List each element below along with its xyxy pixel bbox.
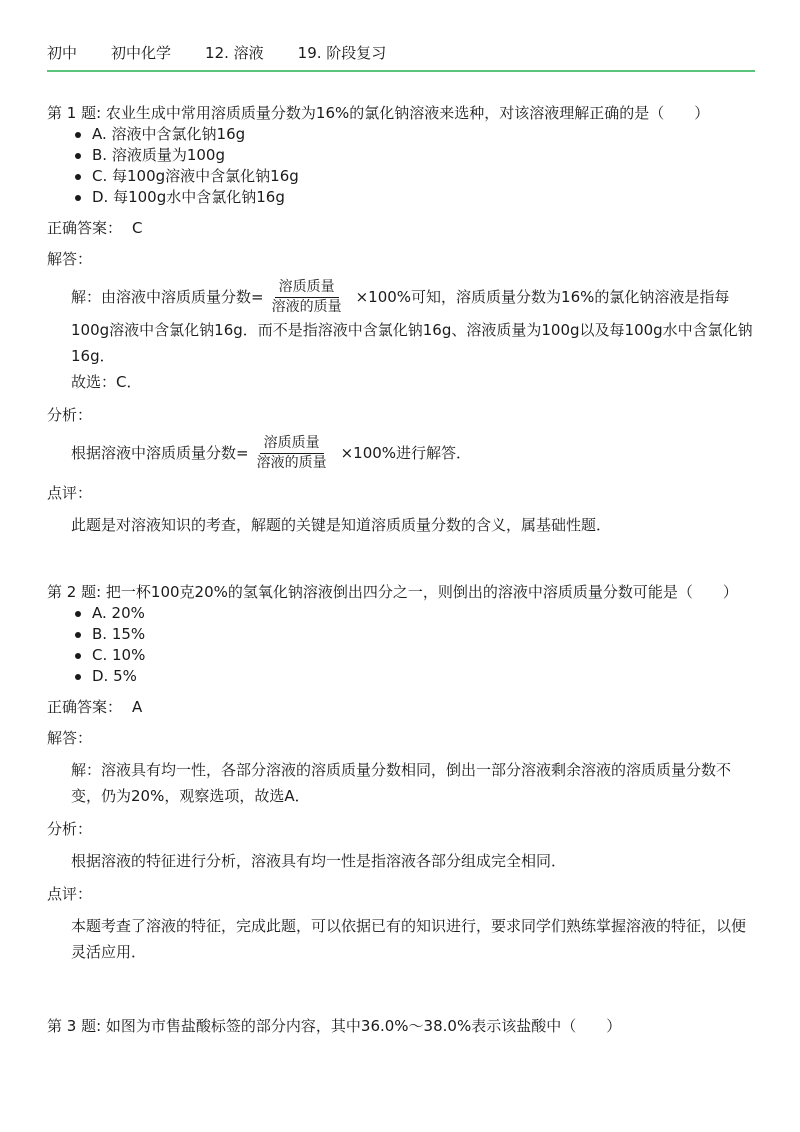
analysis-text: 根据溶液的特征进行分析，溶液具有均一性是指溶液各部分组成完全相同． <box>71 852 567 870</box>
comment-text: 本题考查了溶液的特征，完成此题，可以依据已有的知识进行，要求同学们熟练掌握溶液的特征，以便灵活应用． <box>71 917 747 961</box>
options-list <box>47 124 755 208</box>
comment-label: 点评： <box>47 885 93 903</box>
comment-text: 此题是对溶液知识的考查，解题的关键是知道溶质质量分数的含义，属基础性题． <box>71 516 612 534</box>
fraction-numerator: 溶质质量 <box>260 434 324 454</box>
question-stem: 第 1 题: 农业生成中常用溶质质量分数为16%的氯化钠溶液来选种，对该溶液理解正确的是（ ） <box>47 104 710 122</box>
fraction-numerator: 溶质质量 <box>275 278 339 298</box>
comment-label: 点评： <box>47 484 93 502</box>
breadcrumb-item-level[interactable]: 初中 <box>47 43 78 62</box>
breadcrumb-item-section[interactable]: 19. 阶段复习 <box>297 43 387 62</box>
solution-text: 解：溶液具有均一性，各部分溶液的溶质质量分数相同，倒出一部分溶液剩余溶液的溶质质量分数不变，仍为20%，观察选项，故选A． <box>71 761 732 805</box>
option-c: C. 10% <box>75 645 755 666</box>
breadcrumb <box>47 40 755 64</box>
option-d: D. 5% <box>75 666 755 687</box>
solution-label: 解答： <box>47 250 93 268</box>
analysis-label: 分析： <box>47 820 93 838</box>
fraction-denominator: 溶液的质量 <box>271 299 342 315</box>
answer-label: 正确答案： <box>47 219 123 237</box>
breadcrumb-item-subject[interactable]: 初中化学 <box>111 43 172 62</box>
analysis-label: 分析： <box>47 406 93 424</box>
answer-value: C <box>132 219 143 237</box>
question-1 <box>47 103 755 538</box>
question-3 <box>47 1016 755 1037</box>
option-b: B. 溶液质量为100g <box>75 145 755 166</box>
question-stem: 第 2 题: 把一杯100克20%的氢氧化钠溶液倒出四分之一，则倒出的溶液中溶质质量分数可能是（ ） <box>47 583 738 601</box>
option-b: B. 15% <box>75 624 755 645</box>
analysis-prefix: 根据溶液中溶质质量分数= <box>71 444 249 462</box>
analysis-text <box>47 434 755 473</box>
option-c: C. 每100g溶液中含氯化钠16g <box>75 166 755 187</box>
option-d: D. 每100g水中含氯化钠16g <box>75 187 755 208</box>
fraction <box>253 434 331 473</box>
analysis-suffix: ×100%进行解答． <box>340 444 472 462</box>
option-a: A. 20% <box>75 603 755 624</box>
question-2 <box>47 582 755 965</box>
answer-label: 正确答案： <box>47 698 123 716</box>
correct-answer <box>47 696 755 718</box>
breadcrumb-item-chapter[interactable]: 12. 溶液 <box>205 43 264 62</box>
solution-conclusion: 故选：C． <box>71 373 142 391</box>
fraction-denominator: 溶液的质量 <box>256 455 327 471</box>
fraction <box>268 278 346 317</box>
option-a: A. 溶液中含氯化钠16g <box>75 124 755 145</box>
question-stem: 第 3 题: 如图为市售盐酸标签的部分内容，其中36.0%～38.0%表示该盐酸中（ ） <box>47 1017 622 1035</box>
solution-label: 解答： <box>47 729 93 747</box>
options-list <box>47 603 755 687</box>
header-divider <box>47 70 755 72</box>
solution-suffix: ×100%可知，溶质质量分数为16%的氯化钠溶液是指每100g溶液中含氯化钠16g．而不是指溶液中含氯化钠16g、溶液质量为100g以及每100g水中含氯化钠16g． <box>71 288 753 365</box>
correct-answer <box>47 217 755 239</box>
solution-text <box>47 278 755 395</box>
solution-prefix: 解：由溶液中溶质质量分数= <box>71 288 264 306</box>
answer-value: A <box>132 698 143 716</box>
